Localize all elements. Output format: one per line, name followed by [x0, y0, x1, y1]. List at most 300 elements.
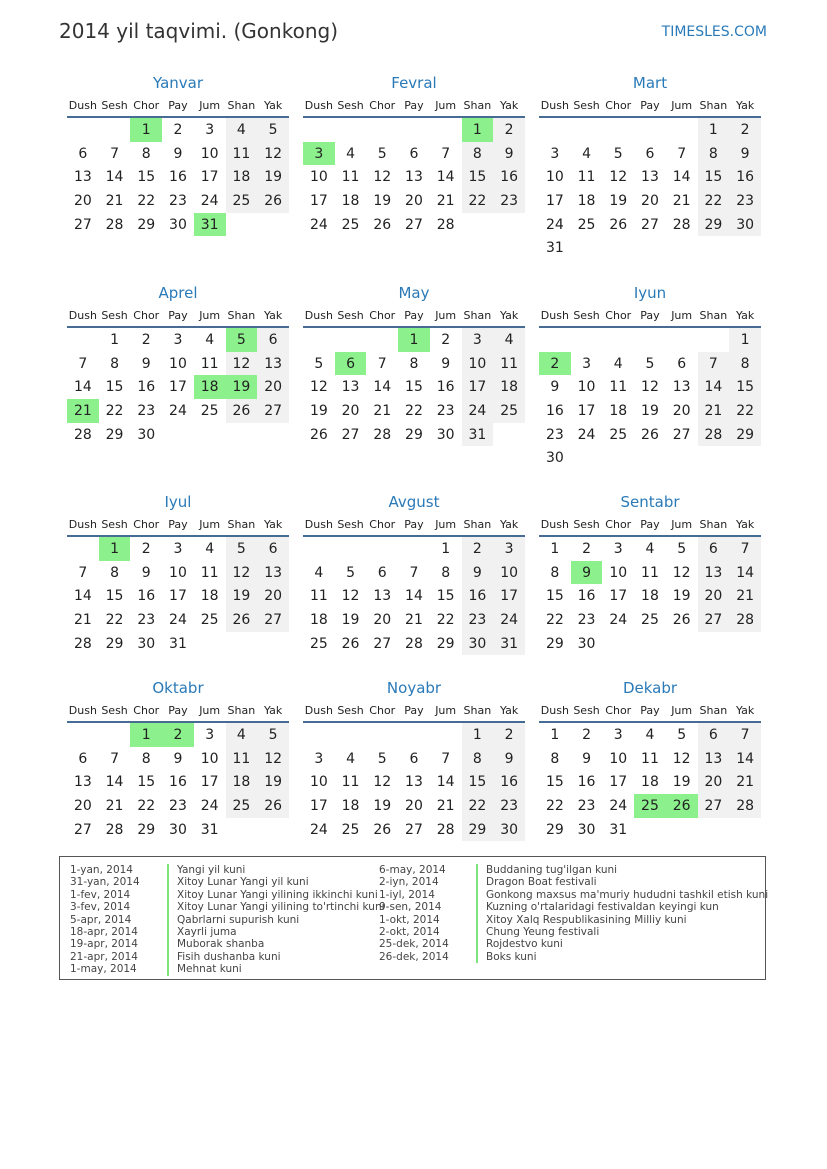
weekday-header: Jum: [666, 513, 698, 536]
day-cell: 2: [493, 722, 525, 747]
day-cell: 25: [226, 794, 258, 818]
day-cell: 7: [110, 145, 120, 162]
weekday-header: Chor: [130, 94, 162, 117]
day-cell: 3: [314, 750, 324, 767]
week-row: [303, 722, 525, 747]
month-grid: [67, 513, 289, 655]
month-calendar: [67, 677, 289, 841]
weekday-header: Pay: [634, 94, 666, 117]
day-cell: 18: [577, 192, 596, 209]
day-cell: 9: [462, 561, 494, 585]
day-cell: 17: [545, 192, 564, 209]
day-cell: 10: [169, 564, 187, 581]
empty-cell: [666, 117, 698, 142]
day-cell: 10: [545, 169, 564, 186]
day-cell: 28: [436, 821, 455, 838]
day-cell: 26: [373, 216, 392, 233]
weekday-header: Pay: [398, 94, 430, 117]
day-cell: 4: [205, 331, 215, 348]
week-row: [67, 747, 289, 771]
month-calendar: [539, 72, 761, 260]
week-row: [539, 117, 761, 142]
empty-cell: [493, 213, 525, 237]
weekday-header: Pay: [162, 94, 194, 117]
empty-cell: [634, 327, 666, 352]
day-cell: 27: [672, 426, 691, 443]
legend-date: 1-yan, 2014: [70, 864, 133, 876]
day-cell: 27: [641, 216, 659, 233]
empty-cell: [634, 818, 666, 842]
day-cell: 2: [729, 117, 761, 142]
day-cell: 25: [577, 216, 596, 233]
weekday-header: Yak: [729, 304, 761, 327]
weekday-header: Pay: [162, 304, 194, 327]
day-cell: 2: [539, 352, 571, 376]
day-cell: 12: [672, 750, 691, 767]
legend-date: 6-may, 2014: [379, 864, 446, 876]
day-cell: 8: [141, 145, 151, 162]
day-cell: 5: [377, 750, 387, 767]
weekday-header: Jum: [194, 699, 226, 722]
day-cell: 12: [609, 169, 628, 186]
day-cell: 31: [200, 821, 219, 838]
day-cell: 21: [729, 770, 761, 794]
day-cell: 18: [609, 402, 628, 419]
day-cell: 3: [493, 536, 525, 561]
month-calendar: [303, 72, 525, 236]
day-cell: 7: [377, 355, 387, 372]
day-cell: 11: [309, 588, 328, 605]
day-cell: 8: [409, 355, 419, 372]
day-cell: 12: [226, 352, 258, 376]
day-cell: 31: [194, 213, 226, 237]
day-cell: 22: [545, 611, 564, 628]
day-cell: 19: [309, 402, 328, 419]
weekday-header: Shan: [462, 94, 494, 117]
day-cell: 12: [309, 379, 328, 396]
weekday-header: Sesh: [571, 699, 603, 722]
legend-date: 1-okt, 2014: [379, 913, 440, 926]
day-cell: 14: [672, 169, 691, 186]
month-calendar: [303, 491, 525, 655]
empty-cell: [67, 722, 99, 747]
empty-cell: [303, 327, 335, 352]
month-name: Fevral: [391, 74, 437, 92]
empty-cell: [698, 632, 730, 656]
day-cell: 26: [666, 794, 698, 818]
day-cell: 26: [672, 611, 691, 628]
day-cell: 9: [493, 142, 525, 166]
weekday-header: Yak: [257, 94, 289, 117]
day-cell: 13: [341, 379, 360, 396]
day-cell: 11: [200, 564, 219, 581]
empty-cell: [571, 236, 603, 260]
day-cell: 22: [729, 399, 761, 423]
day-cell: 3: [550, 145, 560, 162]
day-cell: 4: [226, 722, 258, 747]
week-row: [67, 584, 289, 608]
empty-cell: [729, 632, 761, 656]
day-cell: 3: [173, 540, 183, 557]
day-cell: 27: [405, 821, 423, 838]
week-row: [303, 818, 525, 842]
day-cell: 17: [462, 375, 494, 399]
day-cell: 20: [373, 611, 392, 628]
weekday-header: Pay: [634, 513, 666, 536]
day-cell: 14: [105, 169, 124, 186]
day-cell: 6: [257, 327, 289, 352]
day-cell: 30: [545, 450, 564, 467]
week-row: [67, 189, 289, 213]
week-row: [303, 375, 525, 399]
week-row: [539, 142, 761, 166]
empty-cell: [634, 117, 666, 142]
day-cell: 6: [677, 355, 687, 372]
day-cell: 18: [226, 770, 258, 794]
legend-holiday-name: Kuzning o'rtalaridagi festivaldan keyingi kun: [476, 901, 719, 913]
day-cell: 4: [582, 145, 592, 162]
day-cell: 30: [169, 821, 187, 838]
day-cell: 28: [105, 216, 124, 233]
weekday-header: Shan: [462, 699, 494, 722]
day-cell: 27: [73, 821, 92, 838]
day-cell: 15: [105, 379, 124, 396]
day-cell: 31: [493, 632, 525, 656]
month-name: Oktabr: [152, 679, 204, 697]
week-row: [539, 584, 761, 608]
day-cell: 26: [226, 608, 258, 632]
day-cell: 5: [226, 327, 258, 352]
weekday-header: Chor: [130, 699, 162, 722]
day-cell: 1: [130, 117, 162, 142]
day-cell: 18: [641, 588, 659, 605]
weekday-header: Dush: [539, 513, 571, 536]
empty-cell: [571, 327, 603, 352]
week-row: [303, 142, 525, 166]
day-cell: 23: [729, 189, 761, 213]
day-cell: 24: [545, 216, 564, 233]
day-cell: 15: [137, 774, 156, 791]
day-cell: 15: [698, 165, 730, 189]
day-cell: 15: [137, 169, 156, 186]
month-grid: [67, 94, 289, 236]
day-cell: 25: [641, 611, 659, 628]
weekday-header: Dush: [303, 699, 335, 722]
day-cell: 14: [373, 379, 392, 396]
week-row: [67, 117, 289, 142]
weekday-header: Pay: [162, 513, 194, 536]
day-cell: 29: [137, 821, 156, 838]
day-cell: 16: [729, 165, 761, 189]
weekday-header: Jum: [430, 94, 462, 117]
day-cell: 5: [645, 355, 655, 372]
week-row: [67, 722, 289, 747]
week-row: [539, 632, 761, 656]
day-cell: 24: [169, 402, 187, 419]
day-cell: 28: [73, 426, 92, 443]
day-cell: 25: [341, 821, 360, 838]
day-cell: 4: [645, 726, 655, 743]
day-cell: 28: [729, 794, 761, 818]
day-cell: 3: [613, 726, 623, 743]
legend-date: 2-okt, 2014: [379, 925, 440, 938]
day-cell: 11: [200, 355, 219, 372]
week-row: [303, 327, 525, 352]
empty-cell: [666, 446, 698, 470]
empty-cell: [602, 117, 634, 142]
week-row: [303, 352, 525, 376]
day-cell: 19: [257, 770, 289, 794]
day-cell: 30: [493, 818, 525, 842]
day-cell: 18: [194, 375, 226, 399]
day-cell: 10: [200, 750, 219, 767]
day-cell: 17: [577, 402, 596, 419]
day-cell: 19: [373, 797, 392, 814]
weekday-header: Sesh: [335, 94, 367, 117]
day-cell: 28: [729, 608, 761, 632]
empty-cell: [257, 213, 289, 237]
weekday-header: Dush: [303, 304, 335, 327]
day-cell: 17: [309, 192, 328, 209]
empty-cell: [335, 327, 367, 352]
day-cell: 7: [78, 564, 88, 581]
brand-link[interactable]: TIMESLES.COM: [661, 24, 767, 40]
day-cell: 18: [226, 165, 258, 189]
day-cell: 29: [105, 426, 124, 443]
day-cell: 29: [545, 635, 564, 652]
week-row: [67, 770, 289, 794]
weekday-header: Chor: [602, 513, 634, 536]
day-cell: 6: [698, 536, 730, 561]
day-cell: 5: [257, 117, 289, 142]
weekday-header: Dush: [67, 94, 99, 117]
month-grid: [539, 304, 761, 470]
day-cell: 16: [137, 379, 156, 396]
legend-holiday-name: Mehnat kuni: [167, 963, 242, 975]
empty-cell: [67, 536, 99, 561]
weekday-header: Shan: [698, 699, 730, 722]
empty-cell: [67, 327, 99, 352]
empty-cell: [335, 722, 367, 747]
day-cell: 2: [582, 726, 592, 743]
day-cell: 7: [677, 145, 687, 162]
week-row: [539, 213, 761, 237]
day-cell: 26: [373, 821, 392, 838]
empty-cell: [462, 213, 494, 237]
day-cell: 24: [309, 821, 328, 838]
empty-cell: [398, 722, 430, 747]
legend-holiday-name: Xitoy Lunar Yangi yilining ikkinchi kuni: [167, 889, 378, 901]
month-grid: [303, 94, 525, 236]
day-cell: 8: [462, 142, 494, 166]
day-cell: 27: [73, 216, 92, 233]
month-calendar: [303, 282, 525, 446]
legend-date: 21-apr, 2014: [70, 950, 138, 963]
empty-cell: [729, 818, 761, 842]
month-calendar: [539, 282, 761, 470]
day-cell: 27: [341, 426, 360, 443]
day-cell: 12: [373, 169, 392, 186]
day-cell: 9: [729, 142, 761, 166]
weekday-header: Jum: [666, 699, 698, 722]
legend-date: 2-iyn, 2014: [379, 876, 439, 889]
weekday-header: Sesh: [99, 513, 131, 536]
empty-cell: [539, 327, 571, 352]
day-cell: 20: [698, 584, 730, 608]
weekday-header: Jum: [430, 699, 462, 722]
day-cell: 13: [373, 588, 392, 605]
day-cell: 2: [462, 536, 494, 561]
day-cell: 31: [609, 821, 628, 838]
day-cell: 28: [73, 635, 92, 652]
empty-cell: [257, 632, 289, 656]
day-cell: 3: [462, 327, 494, 352]
day-cell: 11: [641, 750, 659, 767]
day-cell: 4: [613, 355, 623, 372]
day-cell: 1: [550, 540, 560, 557]
day-cell: 15: [405, 379, 423, 396]
day-cell: 25: [226, 189, 258, 213]
day-cell: 25: [493, 399, 525, 423]
day-cell: 1: [398, 327, 430, 352]
day-cell: 19: [672, 588, 691, 605]
empty-cell: [698, 818, 730, 842]
day-cell: 26: [609, 216, 628, 233]
day-cell: 1: [729, 327, 761, 352]
day-cell: 14: [405, 588, 423, 605]
week-row: [67, 561, 289, 585]
day-cell: 22: [462, 189, 494, 213]
day-cell: 26: [226, 399, 258, 423]
weekday-header: Yak: [257, 513, 289, 536]
day-cell: 12: [226, 561, 258, 585]
month-calendar: [67, 491, 289, 655]
day-cell: 17: [200, 169, 219, 186]
day-cell: 10: [309, 774, 328, 791]
day-cell: 8: [441, 564, 451, 581]
weekday-header: Sesh: [335, 304, 367, 327]
day-cell: 13: [698, 561, 730, 585]
day-cell: 26: [341, 635, 360, 652]
week-row: [539, 818, 761, 842]
day-cell: 31: [545, 240, 564, 257]
legend-holiday-name: Chung Yeung festivali: [476, 926, 599, 938]
weekday-header: Chor: [366, 304, 398, 327]
month-calendar: [67, 72, 289, 236]
weekday-header: Sesh: [571, 94, 603, 117]
month-name: May: [398, 284, 430, 302]
day-cell: 12: [373, 774, 392, 791]
weekday-header: Pay: [398, 513, 430, 536]
weekday-header: Jum: [430, 304, 462, 327]
day-cell: 13: [73, 774, 92, 791]
legend-date: 26-dek, 2014: [379, 950, 449, 963]
day-cell: 21: [105, 192, 124, 209]
weekday-header: Jum: [666, 94, 698, 117]
week-row: [539, 794, 761, 818]
day-cell: 11: [341, 774, 360, 791]
week-row: [303, 536, 525, 561]
day-cell: 3: [303, 142, 335, 166]
day-cell: 7: [441, 750, 451, 767]
empty-cell: [571, 446, 603, 470]
day-cell: 4: [226, 117, 258, 142]
week-row: [303, 608, 525, 632]
weekday-header: Dush: [539, 699, 571, 722]
day-cell: 9: [173, 145, 183, 162]
day-cell: 6: [698, 722, 730, 747]
day-cell: 11: [226, 142, 258, 166]
weekday-header: Yak: [729, 94, 761, 117]
month-calendar: [67, 282, 289, 446]
empty-cell: [257, 818, 289, 842]
day-cell: 9: [550, 379, 560, 396]
empty-cell: [303, 722, 335, 747]
day-cell: 18: [341, 797, 360, 814]
legend-holiday-name: Xitoy Xalq Respublikasining Milliy kuni: [476, 914, 687, 926]
day-cell: 26: [257, 189, 289, 213]
legend-holiday-name: Xitoy Lunar Yangi yil kuni: [167, 876, 309, 888]
day-cell: 20: [73, 797, 92, 814]
day-cell: 9: [141, 564, 151, 581]
week-row: [539, 608, 761, 632]
day-cell: 29: [729, 423, 761, 447]
day-cell: 27: [373, 635, 392, 652]
empty-cell: [539, 117, 571, 142]
day-cell: 29: [105, 635, 124, 652]
day-cell: 20: [672, 402, 691, 419]
day-cell: 23: [462, 608, 494, 632]
day-cell: 31: [169, 635, 187, 652]
legend-date: 1-fev, 2014: [70, 888, 131, 901]
day-cell: 13: [698, 747, 730, 771]
week-row: [539, 352, 761, 376]
day-cell: 22: [105, 402, 124, 419]
day-cell: 1: [441, 540, 451, 557]
day-cell: 9: [571, 561, 603, 585]
day-cell: 30: [137, 426, 156, 443]
day-cell: 23: [577, 797, 596, 814]
day-cell: 21: [105, 797, 124, 814]
empty-cell: [729, 446, 761, 470]
week-row: [303, 632, 525, 656]
empty-cell: [398, 117, 430, 142]
week-row: [67, 165, 289, 189]
day-cell: 14: [729, 747, 761, 771]
day-cell: 15: [462, 165, 494, 189]
day-cell: 5: [314, 355, 324, 372]
empty-cell: [493, 423, 525, 447]
empty-cell: [226, 213, 258, 237]
weekday-header: Yak: [493, 304, 525, 327]
week-row: [67, 632, 289, 656]
day-cell: 2: [162, 722, 194, 747]
day-cell: 23: [436, 402, 455, 419]
weekday-header: Sesh: [335, 513, 367, 536]
day-cell: 27: [257, 399, 289, 423]
day-cell: 14: [105, 774, 124, 791]
day-cell: 26: [257, 794, 289, 818]
day-cell: 9: [582, 750, 592, 767]
week-row: [539, 722, 761, 747]
day-cell: 16: [577, 588, 596, 605]
day-cell: 8: [550, 564, 560, 581]
day-cell: 28: [405, 635, 423, 652]
month-name: Yanvar: [152, 74, 204, 92]
day-cell: 22: [436, 611, 455, 628]
empty-cell: [366, 117, 398, 142]
day-cell: 13: [405, 774, 423, 791]
